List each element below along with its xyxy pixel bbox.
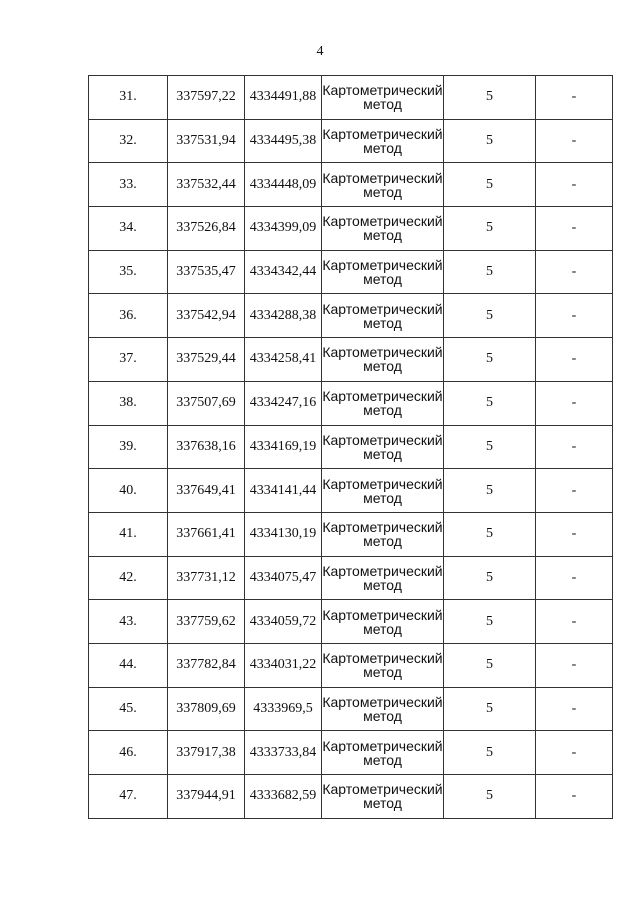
y-coordinate-cell: 4334448,09 (245, 163, 322, 207)
description-cell: - (536, 381, 613, 425)
method-cell: Картометрический метод (322, 600, 444, 644)
method-cell: Картометрический метод (322, 338, 444, 382)
coordinates-table-body (89, 76, 613, 819)
y-coordinate-cell: 4334495,38 (245, 119, 322, 163)
description-cell: - (536, 731, 613, 775)
x-coordinate-cell: 337507,69 (168, 381, 245, 425)
x-coordinate-cell: 337542,94 (168, 294, 245, 338)
x-coordinate-cell: 337638,16 (168, 425, 245, 469)
x-coordinate-cell: 337649,41 (168, 469, 245, 513)
accuracy-cell: 5 (444, 469, 536, 513)
method-cell: Картометрический метод (322, 119, 444, 163)
point-number-cell: 42. (89, 556, 168, 600)
description-cell: - (536, 512, 613, 556)
y-coordinate-cell: 4334059,72 (245, 600, 322, 644)
accuracy-cell: 5 (444, 775, 536, 819)
description-cell: - (536, 338, 613, 382)
point-number-cell: 36. (89, 294, 168, 338)
accuracy-cell: 5 (444, 731, 536, 775)
description-cell: - (536, 425, 613, 469)
page-number: 4 (316, 44, 324, 59)
point-number-cell: 35. (89, 250, 168, 294)
coordinates-table (88, 75, 613, 819)
table-row (89, 687, 613, 731)
x-coordinate-cell: 337532,44 (168, 163, 245, 207)
table-row (89, 731, 613, 775)
table-row (89, 76, 613, 120)
table-row (89, 250, 613, 294)
accuracy-cell: 5 (444, 76, 536, 120)
y-coordinate-cell: 4334258,41 (245, 338, 322, 382)
method-cell: Картометрический метод (322, 643, 444, 687)
x-coordinate-cell: 337809,69 (168, 687, 245, 731)
point-number-cell: 45. (89, 687, 168, 731)
method-cell: Картометрический метод (322, 207, 444, 251)
y-coordinate-cell: 4334491,88 (245, 76, 322, 120)
y-coordinate-cell: 4333969,5 (245, 687, 322, 731)
point-number-cell: 38. (89, 381, 168, 425)
method-cell: Картометрический метод (322, 294, 444, 338)
method-cell: Картометрический метод (322, 163, 444, 207)
table-row (89, 294, 613, 338)
point-number-cell: 44. (89, 643, 168, 687)
point-number-cell: 43. (89, 600, 168, 644)
x-coordinate-cell: 337661,41 (168, 512, 245, 556)
description-cell: - (536, 600, 613, 644)
point-number-cell: 31. (89, 76, 168, 120)
method-cell: Картометрический метод (322, 381, 444, 425)
accuracy-cell: 5 (444, 643, 536, 687)
x-coordinate-cell: 337944,91 (168, 775, 245, 819)
accuracy-cell: 5 (444, 687, 536, 731)
x-coordinate-cell: 337597,22 (168, 76, 245, 120)
y-coordinate-cell: 4334399,09 (245, 207, 322, 251)
accuracy-cell: 5 (444, 207, 536, 251)
y-coordinate-cell: 4334031,22 (245, 643, 322, 687)
description-cell: - (536, 76, 613, 120)
accuracy-cell: 5 (444, 556, 536, 600)
method-cell: Картометрический метод (322, 556, 444, 600)
y-coordinate-cell: 4333733,84 (245, 731, 322, 775)
y-coordinate-cell: 4334247,16 (245, 381, 322, 425)
y-coordinate-cell: 4333682,59 (245, 775, 322, 819)
table-row (89, 119, 613, 163)
x-coordinate-cell: 337535,47 (168, 250, 245, 294)
description-cell: - (536, 469, 613, 513)
table-row (89, 207, 613, 251)
description-cell: - (536, 687, 613, 731)
description-cell: - (536, 207, 613, 251)
y-coordinate-cell: 4334130,19 (245, 512, 322, 556)
description-cell: - (536, 775, 613, 819)
description-cell: - (536, 556, 613, 600)
method-cell: Картометрический метод (322, 512, 444, 556)
method-cell: Картометрический метод (322, 775, 444, 819)
y-coordinate-cell: 4334141,44 (245, 469, 322, 513)
x-coordinate-cell: 337782,84 (168, 643, 245, 687)
point-number-cell: 41. (89, 512, 168, 556)
table-row (89, 163, 613, 207)
table-row (89, 425, 613, 469)
x-coordinate-cell: 337526,84 (168, 207, 245, 251)
y-coordinate-cell: 4334288,38 (245, 294, 322, 338)
table-row (89, 381, 613, 425)
accuracy-cell: 5 (444, 250, 536, 294)
table-row (89, 556, 613, 600)
accuracy-cell: 5 (444, 163, 536, 207)
y-coordinate-cell: 4334342,44 (245, 250, 322, 294)
point-number-cell: 47. (89, 775, 168, 819)
table-row (89, 469, 613, 513)
point-number-cell: 34. (89, 207, 168, 251)
x-coordinate-cell: 337759,62 (168, 600, 245, 644)
accuracy-cell: 5 (444, 338, 536, 382)
method-cell: Картометрический метод (322, 731, 444, 775)
accuracy-cell: 5 (444, 294, 536, 338)
x-coordinate-cell: 337531,94 (168, 119, 245, 163)
x-coordinate-cell: 337917,38 (168, 731, 245, 775)
description-cell: - (536, 119, 613, 163)
method-cell: Картометрический метод (322, 425, 444, 469)
table-row (89, 775, 613, 819)
table-row (89, 338, 613, 382)
table-row (89, 600, 613, 644)
accuracy-cell: 5 (444, 425, 536, 469)
description-cell: - (536, 643, 613, 687)
method-cell: Картометрический метод (322, 250, 444, 294)
point-number-cell: 32. (89, 119, 168, 163)
y-coordinate-cell: 4334075,47 (245, 556, 322, 600)
accuracy-cell: 5 (444, 381, 536, 425)
x-coordinate-cell: 337529,44 (168, 338, 245, 382)
table-row (89, 643, 613, 687)
point-number-cell: 39. (89, 425, 168, 469)
point-number-cell: 40. (89, 469, 168, 513)
accuracy-cell: 5 (444, 512, 536, 556)
method-cell: Картометрический метод (322, 469, 444, 513)
y-coordinate-cell: 4334169,19 (245, 425, 322, 469)
description-cell: - (536, 250, 613, 294)
point-number-cell: 46. (89, 731, 168, 775)
point-number-cell: 33. (89, 163, 168, 207)
accuracy-cell: 5 (444, 600, 536, 644)
point-number-cell: 37. (89, 338, 168, 382)
description-cell: - (536, 163, 613, 207)
method-cell: Картометрический метод (322, 76, 444, 120)
x-coordinate-cell: 337731,12 (168, 556, 245, 600)
table-row (89, 512, 613, 556)
description-cell: - (536, 294, 613, 338)
accuracy-cell: 5 (444, 119, 536, 163)
method-cell: Картометрический метод (322, 687, 444, 731)
